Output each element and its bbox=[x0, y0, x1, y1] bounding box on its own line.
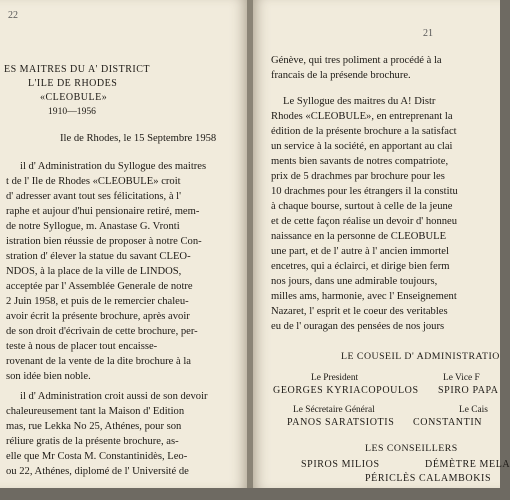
treasurer-name: CONSTANTIN bbox=[413, 417, 483, 428]
text-line: ments bien savants de notres compatriote, bbox=[271, 156, 449, 167]
text-line: istration bien réussie de proposer à notre Con- bbox=[6, 236, 202, 247]
right-page bbox=[253, 0, 510, 488]
text-line: raphe et aujour d'hui pensionaire retiré, mem- bbox=[6, 206, 200, 217]
text-line: ou 22, Athénes, diplomé de l' Université de bbox=[6, 466, 189, 477]
text-line: 10 drachmes pour les étrangers il la constitu bbox=[271, 186, 458, 197]
text-line: milles ams, harmonie, avec l' Enseignement bbox=[271, 291, 457, 302]
text-line: t de l' Ile de Rhodes «CLEOBULE» croit bbox=[6, 176, 181, 187]
text-line: il d' Administration du Syllogue des maitres bbox=[20, 161, 207, 172]
text-line: d' adresser avant tout ses félicitations, à l' bbox=[6, 191, 182, 202]
left-page bbox=[0, 0, 247, 488]
text-line: à chaque bourse, surtout à celle de la jeune bbox=[271, 201, 453, 212]
counsellor-name: DÉMÈTRE MELA bbox=[425, 459, 510, 470]
text-line: il d' Administration croit aussi de son devoir bbox=[20, 391, 208, 402]
text-line: encetres, qui a éclairci, et dirige bien ferm bbox=[271, 261, 450, 272]
header-line: L'ILE DE RHODES bbox=[28, 78, 118, 89]
text-line: eu de l' ouragan des pensées de nos jours bbox=[271, 321, 445, 332]
text-line: elle que Mr Costa M. Constantinidès, Leo- bbox=[6, 451, 188, 462]
text-line: chaleureusement tant la Maison d' Edition bbox=[6, 406, 185, 417]
page-number-right: 21 bbox=[423, 28, 433, 39]
page-number-left: 22 bbox=[8, 10, 18, 21]
president-name: GEORGES KYRIACOPOULOS bbox=[273, 385, 419, 396]
counsellors-heading: LES CONSEILLERS bbox=[365, 443, 458, 454]
text-line: prix de 5 drachmes par brochure pour les bbox=[271, 171, 445, 182]
text-line: Rhodes «CLEOBULE», en entreprenant la bbox=[271, 111, 453, 122]
text-line: NDOS, à la place de la ville de LINDOS, bbox=[6, 266, 182, 277]
dateline: Ile de Rhodes, le 15 Septembre 1958 bbox=[60, 133, 217, 144]
text-line: acceptée par l' Assemblée Generale de notre bbox=[6, 281, 193, 292]
text-line: réliure gratis de la présente brochure, as- bbox=[6, 436, 179, 447]
text-line: Le Syllogue des maitres du A! Distr bbox=[283, 96, 436, 107]
treasurer-title: Le Cais bbox=[459, 405, 488, 415]
secretary-title: Le Sécretaire Général bbox=[293, 405, 375, 415]
counsellor-name: PÉRICLÈS CALAMBOKIS bbox=[365, 473, 492, 484]
text-line: et de cette façon réalise un devoir d' honneu bbox=[271, 216, 458, 227]
text-line: naissance en la personne de CLEOBULE bbox=[271, 231, 447, 242]
header-line: 1910—1956 bbox=[48, 106, 96, 117]
council-heading: LE COUSEIL D' ADMINISTRATIO bbox=[341, 351, 500, 362]
text-line: 2 Juin 1958, et puis de le remercier chaleu- bbox=[6, 296, 189, 307]
text-line: un service à la société, en apportant au clai bbox=[271, 141, 453, 152]
text-line: nos jours, dans une admirable toujours, bbox=[271, 276, 438, 287]
text-line: Nazaret, l' esprit et le coeur des veritables bbox=[271, 306, 448, 317]
vice-president-name: SPIRO PAPA bbox=[438, 385, 499, 396]
text-line: teste à nous de placer tout encaisse- bbox=[6, 341, 158, 352]
text-line: Génève, qui tres poliment a procédé à la bbox=[271, 55, 442, 66]
header-line: «CLEOBULE» bbox=[40, 92, 108, 103]
text-line: francais de la présende brochure. bbox=[271, 70, 411, 81]
text-line: de notre Syllogue, m. Anastase G. Vronti bbox=[6, 221, 180, 232]
text-line: rovenant de la vente de la dite brochure à la bbox=[6, 356, 192, 367]
secretary-name: PANOS SARATSIOTIS bbox=[287, 417, 395, 428]
text-line: édition de la présente brochure a la satisfact bbox=[271, 126, 457, 137]
text-line: une part, et de l' autre à l' ancien immortel bbox=[271, 246, 449, 257]
header-line: ES MAITRES DU A' DISTRICT bbox=[4, 64, 150, 75]
text-line: mas, rue Lekka No 25, Athénes, pour son bbox=[6, 421, 182, 432]
text-line: son idée bien noble. bbox=[6, 371, 91, 382]
text-line: avoir écrit la présente brochure, après avoir bbox=[6, 311, 190, 322]
counsellor-name: SPIROS MILIOS bbox=[301, 459, 380, 470]
text-line: stration d' élever la statue du savant CLEO- bbox=[6, 251, 191, 262]
vice-president-title: Le Vice F bbox=[443, 373, 480, 383]
text-line: de son droit d'écrivain de cette brochure, per- bbox=[6, 326, 198, 337]
president-title: Le President bbox=[311, 373, 359, 383]
